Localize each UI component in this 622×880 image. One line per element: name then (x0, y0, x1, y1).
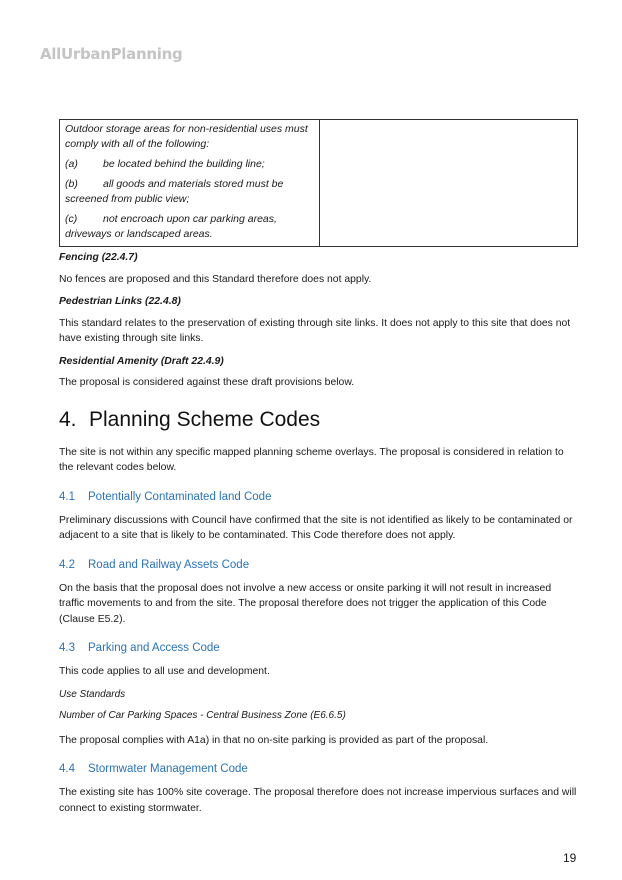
table-item-a: (a) be located behind the building line; (65, 158, 265, 170)
logo: AllUrbanPlanning (40, 45, 183, 63)
section-4-heading: 4. Planning Scheme Codes (59, 407, 321, 431)
parking-spaces-subheading: Number of Car Parking Spaces - Central Business Zone (E6.6.5) (59, 710, 346, 721)
table-item-c: (c) not encroach upon car parking areas, driveways or landscaped areas. (65, 213, 277, 240)
use-standards-label: Use Standards (59, 688, 126, 700)
section-4-3-text-2: The proposal complies with A1a) in that no on-site parking is provided as part of the proposal. (59, 734, 489, 746)
fencing-heading: Fencing (22.4.7) (59, 252, 138, 263)
section-4-3-heading: 4.3 Parking and Access Code (59, 642, 220, 654)
table-intro: Outdoor storage areas for non-residential uses must comply with all of the following: (65, 123, 308, 150)
section-4-4-text: The existing site has 100% site coverage. The proposal therefore does not increase impervious surfaces and will connect to existing stormwater. (59, 787, 577, 814)
pedestrian-heading: Pedestrian Links (22.4.8) (59, 296, 181, 307)
residential-heading: Residential Amenity (Draft 22.4.9) (59, 355, 224, 367)
table-left-cell (60, 120, 320, 246)
page-content (59, 250, 579, 816)
section-4-3-text: This code applies to all use and development. (59, 666, 270, 677)
page-number: 19 (563, 851, 577, 865)
residential-text: The proposal is considered against these draft provisions below. (59, 377, 355, 388)
section-4-2-heading: 4.2 Road and Railway Assets Code (59, 558, 250, 571)
section-4-4-heading: 4.4 Stormwater Management Code (59, 763, 248, 775)
section-4-2-text: On the basis that the proposal does not involve a new access or onsite parking it will not result in increased traffic movements to and from the site. The proposal therefore does not trigger the application of this Code (Clause E5.2). (59, 582, 552, 625)
section-4-1-text: Preliminary discussions with Council have confirmed that the site is not identified as likely to be contaminated or adjacent to a site that is likely to be contaminated. This Code therefore does not apply. (59, 514, 573, 541)
fencing-text: No fences are proposed and this Standard therefore does not apply. (59, 273, 372, 285)
table-right-cell (320, 120, 577, 246)
standards-table (59, 119, 578, 247)
section-4-intro: The site is not within any specific mapped planning scheme overlays. The proposal is considered in relation to the relevant codes below. (59, 446, 564, 473)
table-item-b: (b) all goods and materials stored must be screened from public view; (65, 178, 284, 205)
pedestrian-text: This standard relates to the preservation of existing through site links. It does not apply to this site that does not have existing through site links. (59, 317, 571, 344)
section-4-1-heading: 4.1 Potentially Contaminated land Code (59, 490, 272, 503)
